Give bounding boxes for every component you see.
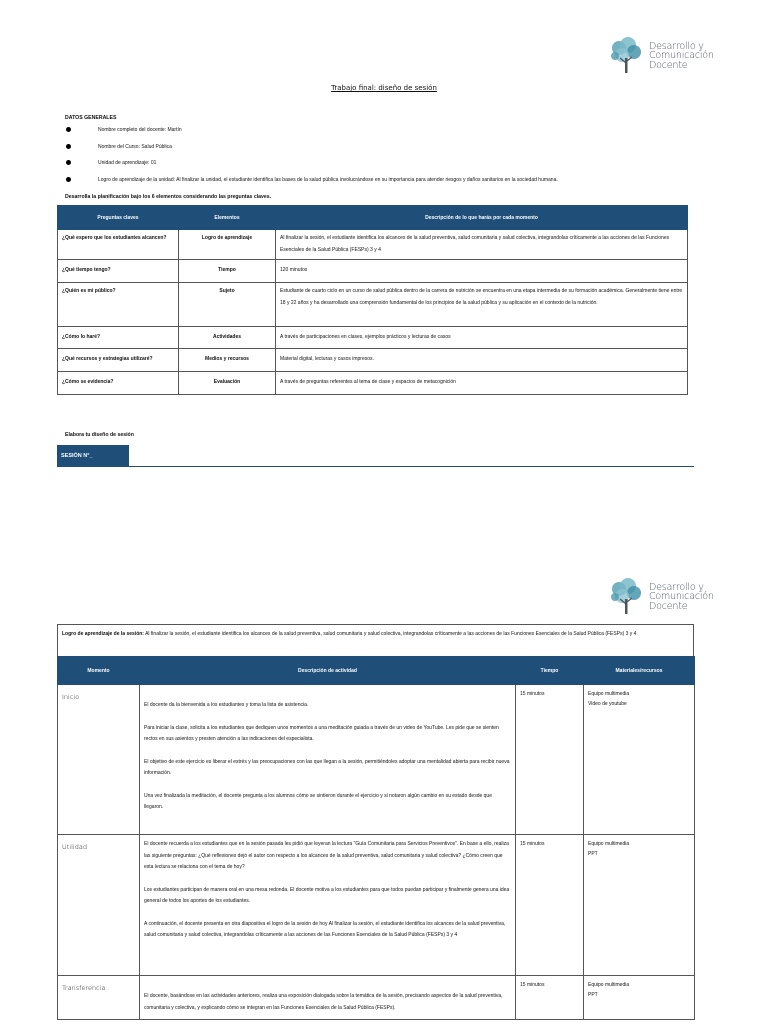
datos-generales-list (65, 126, 558, 192)
resource-item: Equipo multimedia (588, 691, 630, 697)
description-cell: Material digital, lecturas y casos impresos. (276, 349, 688, 372)
element-cell: Tiempo (179, 260, 276, 283)
activity-paragraph: El docente, basándose en las actividades anteriores, realiza una exposición dialogada sobre la temática de la sesión, precisando aspectos de la salud preventiva, comunitaria y colectiva, y explicando cómo se integran en las Funciones Esenciales de la Salud Pública (FESPs). (144, 993, 503, 1011)
session-learning-goal (57, 624, 694, 656)
list-item: Unidad de aprendizaje: 01 (65, 159, 558, 176)
activity-paragraph: El docente recuerda a los estudiantes que en la sesión pasada les pidió que leyeran la lectura "Guía Comunitaria para Servicios Preventivos". En base a ello, realiza las siguiente preguntas: ¿Qué reflexiones dejó el autor con respecto a los alcances de la salud preventiva, salud comunitaria y salud colectiva? ¿Cómo creen que esta lectura se relaciona con el tema de hoy? (144, 841, 509, 870)
bullet-icon (66, 160, 71, 165)
session-heading: Elabora tu diseño de sesión (65, 432, 134, 438)
resource-item: Video de youtube (588, 701, 627, 707)
column-header: Elementos (179, 206, 276, 230)
question-cell: ¿Cómo lo haré? (58, 327, 179, 349)
description-cell: A través de participaciones en clases, ejemplos prácticos y lecturas de casos (276, 327, 688, 349)
column-header: Tiempo (516, 657, 584, 685)
session-goal-text: Al finalizar la sesión, el estudiante identifica los alcances de la salud preventiva, salud comunitaria y salud colectiva, integrandolas críticamente a las acciones de las Funciones Esenciales de la Salud Pública (FESPs) 3 y 4 (143, 631, 637, 637)
time-cell: 15 minutos (516, 976, 584, 1020)
table-row (58, 283, 688, 327)
element-cell: Medios y recursos (179, 349, 276, 372)
list-item: Nombre completo del docente: Martín (65, 126, 558, 143)
element-cell: Evaluación (179, 372, 276, 395)
resources-cell (584, 976, 695, 1020)
column-header: Momento (58, 657, 140, 685)
time-cell: 15 minutos (516, 835, 584, 976)
moment-cell: Transferencia (58, 976, 140, 1020)
column-header: Preguntas claves (58, 206, 179, 230)
resources-cell (584, 685, 695, 835)
document-title: Trabajo final: diseño de sesión (331, 84, 437, 92)
table-header-row (58, 657, 695, 685)
table-header-row (58, 206, 688, 230)
table-row (58, 372, 688, 395)
question-cell: ¿Cómo se evidencia? (58, 372, 179, 395)
element-cell: Actividades (179, 327, 276, 349)
element-cell: Sujeto (179, 283, 276, 327)
activity-paragraph: El objetivo de este ejercicio es liberar el estrés y las preocupaciones con las que llegan a la sesión, permitiéndoles adoptar una mentalidad abierta para recibir nueva información. (144, 758, 510, 776)
table-row (58, 260, 688, 283)
moment-cell: Inicio (58, 685, 140, 835)
resource-item: Equipo multimedia (588, 982, 630, 988)
instruction-text: Desarrolla la planificación bajo los 6 elementos considerando las preguntas claves. (65, 194, 272, 200)
bullet-icon (66, 127, 71, 132)
resource-item: PPT (588, 851, 598, 857)
moment-cell: Utilidad (58, 835, 140, 976)
activity-paragraph: Los estudiantes participan de manera oral en una mesa redonda. El docente motiva a los estudiantes para que todos puedan participar y finalmente genera una idea general de todos los aportes de los estudiantes. (144, 886, 510, 904)
session-number-label: SESIÓN N°_ (57, 445, 129, 467)
logo (606, 577, 714, 617)
divider (57, 466, 694, 467)
session-goal-label: Logro de aprendizaje de la sesión: (62, 631, 144, 637)
column-header: Descripción de lo que harás por cada momento (276, 206, 688, 230)
planning-table (57, 205, 688, 395)
column-header: Descripción de actividad (140, 657, 516, 685)
logo-text: Desarrollo y Comunicación Docente (649, 581, 714, 612)
table-row (58, 349, 688, 372)
question-cell: ¿Qué espero que los estudiantes alcancen? (58, 230, 179, 260)
question-cell: ¿Qué recursos y estrategias utilizaré? (58, 349, 179, 372)
table-row (58, 685, 695, 835)
session-table (57, 656, 695, 1020)
list-item: Nombre del Curso: Salud Pública (65, 143, 558, 160)
table-row (58, 835, 695, 976)
description-cell: A través de preguntas referentes al tema de clase y espacios de metacognición (276, 372, 688, 395)
bullet-icon (66, 177, 71, 182)
time-cell: 15 minutos (516, 685, 584, 835)
activity-paragraph: El docente da la bienvenida a los estudiantes y toma la lista de asistencia. (144, 702, 309, 708)
column-header: Materiales/recursos (584, 657, 695, 685)
activity-cell (140, 976, 516, 1020)
activity-cell (140, 835, 516, 976)
activity-paragraph: Para iniciar la clase, solicita a los estudiantes que dediquen unos momentos a una meditación guiada a través de un video de YouTube. Les pide que se sienten rectos en sus asientos y presten atención a las indicaciones del especialista. (144, 724, 499, 742)
table-row (58, 327, 688, 349)
resource-item: Equipo multimedia (588, 841, 630, 847)
logo (606, 36, 714, 76)
activity-cell (140, 685, 516, 835)
description-cell: 120 minutos (276, 260, 688, 283)
question-cell: ¿Qué tiempo tengo? (58, 260, 179, 283)
tree-logo-icon (606, 577, 646, 617)
datos-generales-heading: DATOS GENERALES (65, 115, 117, 121)
tree-logo-icon (606, 36, 646, 76)
resources-cell (584, 835, 695, 976)
bullet-icon (66, 144, 71, 149)
table-row (58, 230, 688, 260)
table-row (58, 976, 695, 1020)
element-cell: Logro de aprendizaje (179, 230, 276, 260)
activity-paragraph: Una vez finalizada la meditación, el docente pregunta a los alumnos cómo se sintieron durante el ejercicio y si notaron algún cambio en su estado desde que llegaron. (144, 792, 492, 810)
logo-text: Desarrollo y Comunicación Docente (649, 40, 714, 71)
description-cell: Al finalizar la sesión, el estudiante identifica los alcances de la salud preventiva, salud comunitaria y salud colectiva, integrandolas críticamente a las acciones de las Funciones Esenciales de la Salud Pública (FESPs) 3 y 4 (276, 230, 688, 260)
resource-item: PPT (588, 992, 598, 998)
description-cell: Estudiante de cuarto ciclo en un curso de salud pública dentro de la carrera de nutrición se encuentra en una etapa intermedia de su formación académica. Generalmente tiene entre 18 y 22 años y ha desarrollado una comprensión fundamental de los principios de la salud pública y su aplicación en el contexto de la nutrición. (276, 283, 688, 327)
list-item: Logro de aprendizaje de la unidad: Al finalizar la unidad, el estudiante identifica las bases de la salud pública involucrándose en su importancia para atender riesgos y daños sanitarios en la sociedad humana. (65, 176, 558, 193)
question-cell: ¿Quién es mi público? (58, 283, 179, 327)
activity-paragraph: A continuación, el docente presenta en otra diapositiva el logro de la sesión de hoy Al finalizar la sesión, el estudiante identifica los alcances de la salud preventiva, salud comunitaria y salud colectiva, integrandolas críticamente a las acciones de las Funciones Esenciales de la Salud Pública (FESPs) 3 y 4 (144, 920, 506, 938)
